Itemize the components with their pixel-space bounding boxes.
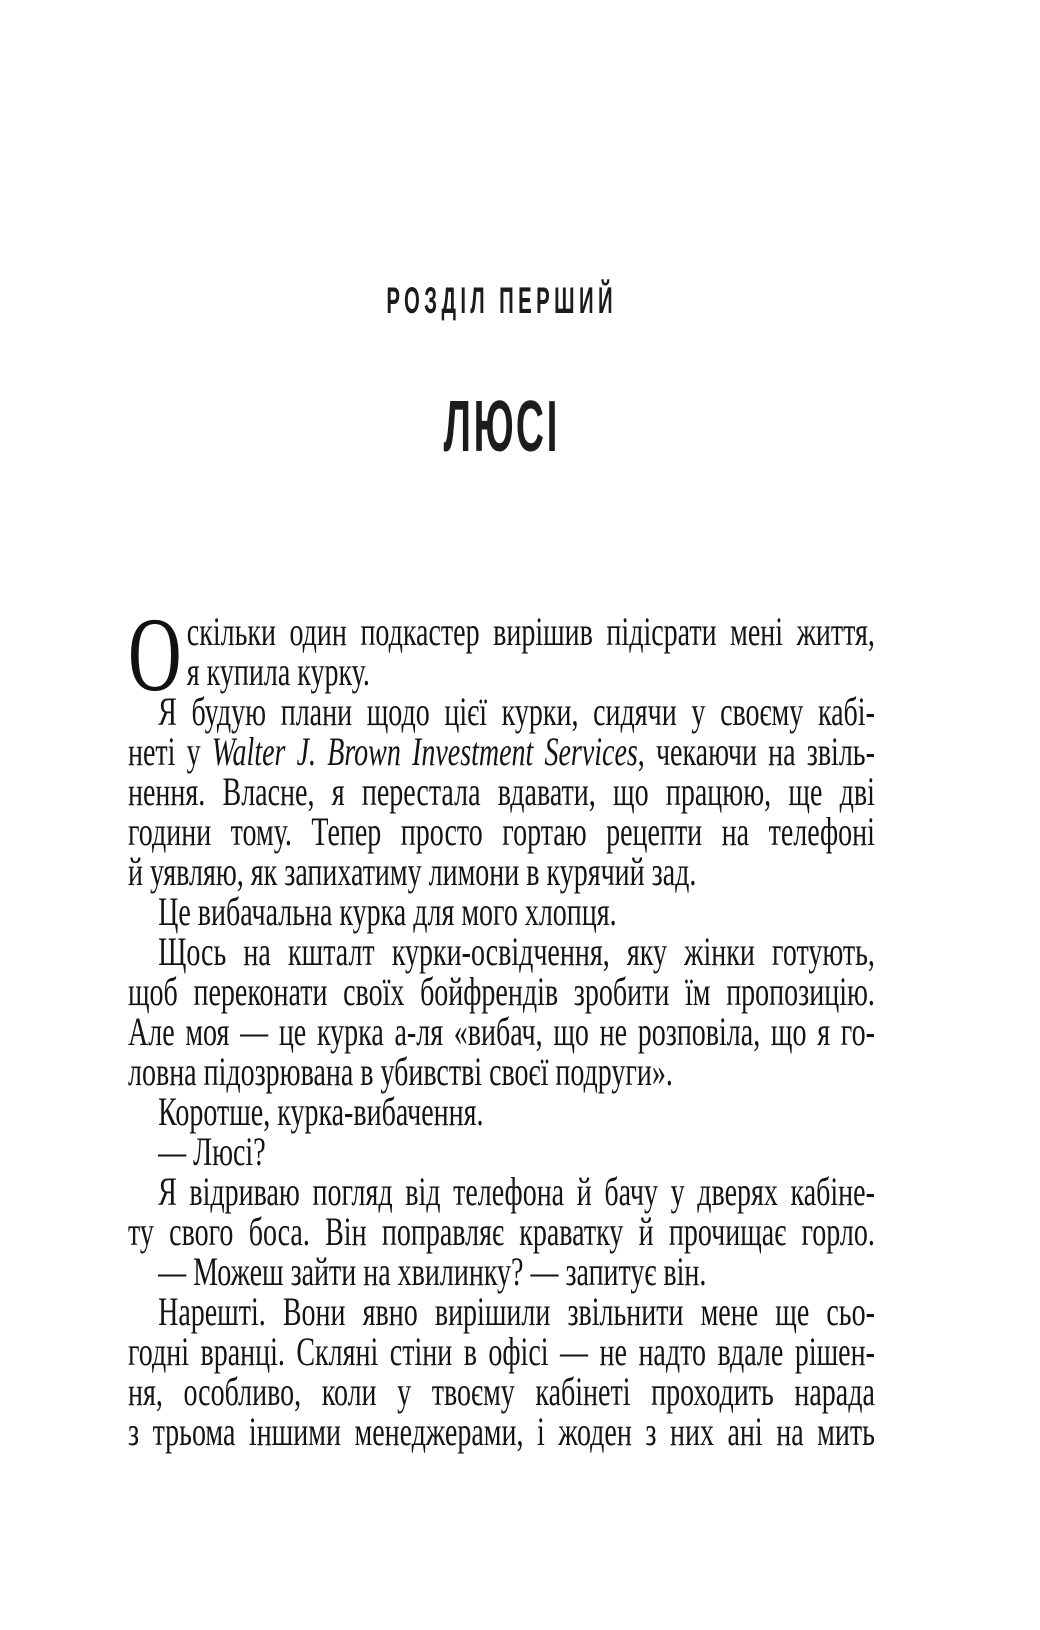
text-segment: щоб переконати своїх бойфрендів зробити їм пропозицію.: [128, 969, 875, 1014]
drop-cap: О: [128, 596, 182, 713]
text-segment: години тому. Тепер просто гортаю рецепти на телефоні: [128, 809, 875, 854]
text-line: [128, 1089, 875, 1134]
body-text: [128, 596, 875, 1454]
text-line: [128, 1209, 875, 1254]
text-line: [128, 929, 875, 974]
text-segment: скільки один подкастер вирішив підісрати мені життя,: [186, 609, 875, 654]
text-line: [128, 1249, 875, 1294]
text-segment: ту свого боса. Він поправляє краватку й прочищає горло.: [128, 1209, 875, 1254]
text-line: [128, 889, 875, 934]
text-segment: Я будую плани щодо цієї курки, сидячи у своєму кабі-: [158, 689, 875, 734]
text-line: [128, 849, 875, 894]
text-segment: — Можеш зайти на хвилинку? — запитує він.: [158, 1249, 707, 1294]
text-segment: , чекаючи на звіль-: [637, 729, 875, 774]
text-line: [128, 649, 875, 694]
text-line: [128, 1169, 875, 1214]
text-line: [128, 689, 875, 734]
text-segment: ловна підозрювана в убивстві своєї подруги».: [128, 1049, 673, 1094]
text-line: [128, 609, 875, 654]
text-segment: Нарешті. Вони явно вирішили звільнити мене ще сьо-: [158, 1289, 875, 1334]
text-segment: нення. Власне, я перестала вдавати, що працюю, ще дві: [128, 769, 875, 814]
text-segment: Це вибачальна курка для мого хлопця.: [158, 889, 617, 934]
text-line: [128, 1129, 875, 1174]
text-line: [128, 1009, 875, 1054]
text-segment: ня, особливо, коли у твоєму кабінеті проходить нарада: [128, 1369, 875, 1414]
text-segment: й уявляю, як запихатиму лимони в курячий зад.: [128, 849, 697, 894]
text-line: [128, 1369, 875, 1414]
italic-text: Walter J. Brown Investment Services: [211, 729, 638, 774]
text-segment: Щось на кшталт курки-освідчення, яку жінки готують,: [158, 929, 875, 974]
chapter-kicker-text: РОЗДІЛ ПЕРШИЙ: [386, 280, 617, 321]
text-line: [128, 769, 875, 814]
text-line: [128, 729, 875, 774]
text-segment: Я відриваю погляд від телефона й бачу у дверях кабіне-: [158, 1169, 875, 1214]
text-segment: з трьома іншими менеджерами, і жоден з них ані на мить: [128, 1409, 875, 1454]
chapter-kicker: [128, 281, 875, 321]
text-segment: — Люсі?: [158, 1129, 266, 1174]
chapter-title-text: ЛЮСІ: [443, 387, 560, 467]
text-line: [128, 1289, 875, 1334]
text-segment: неті у: [128, 729, 212, 774]
text-line: [128, 1049, 875, 1094]
chapter-title: [128, 387, 875, 467]
text-line: [128, 1409, 875, 1454]
text-segment: Коротше, курка-вибачення.: [158, 1089, 484, 1134]
text-segment: годні вранці. Скляні стіни в офісі — не надто вдале рішен-: [128, 1329, 875, 1374]
text-segment: я купила курку.: [186, 649, 370, 694]
text-segment: Але моя — це курка а-ля «вибач, що не розповіла, що я го-: [128, 1009, 875, 1054]
text-line: [128, 1329, 875, 1374]
text-line: [128, 969, 875, 1014]
text-line: [128, 809, 875, 854]
